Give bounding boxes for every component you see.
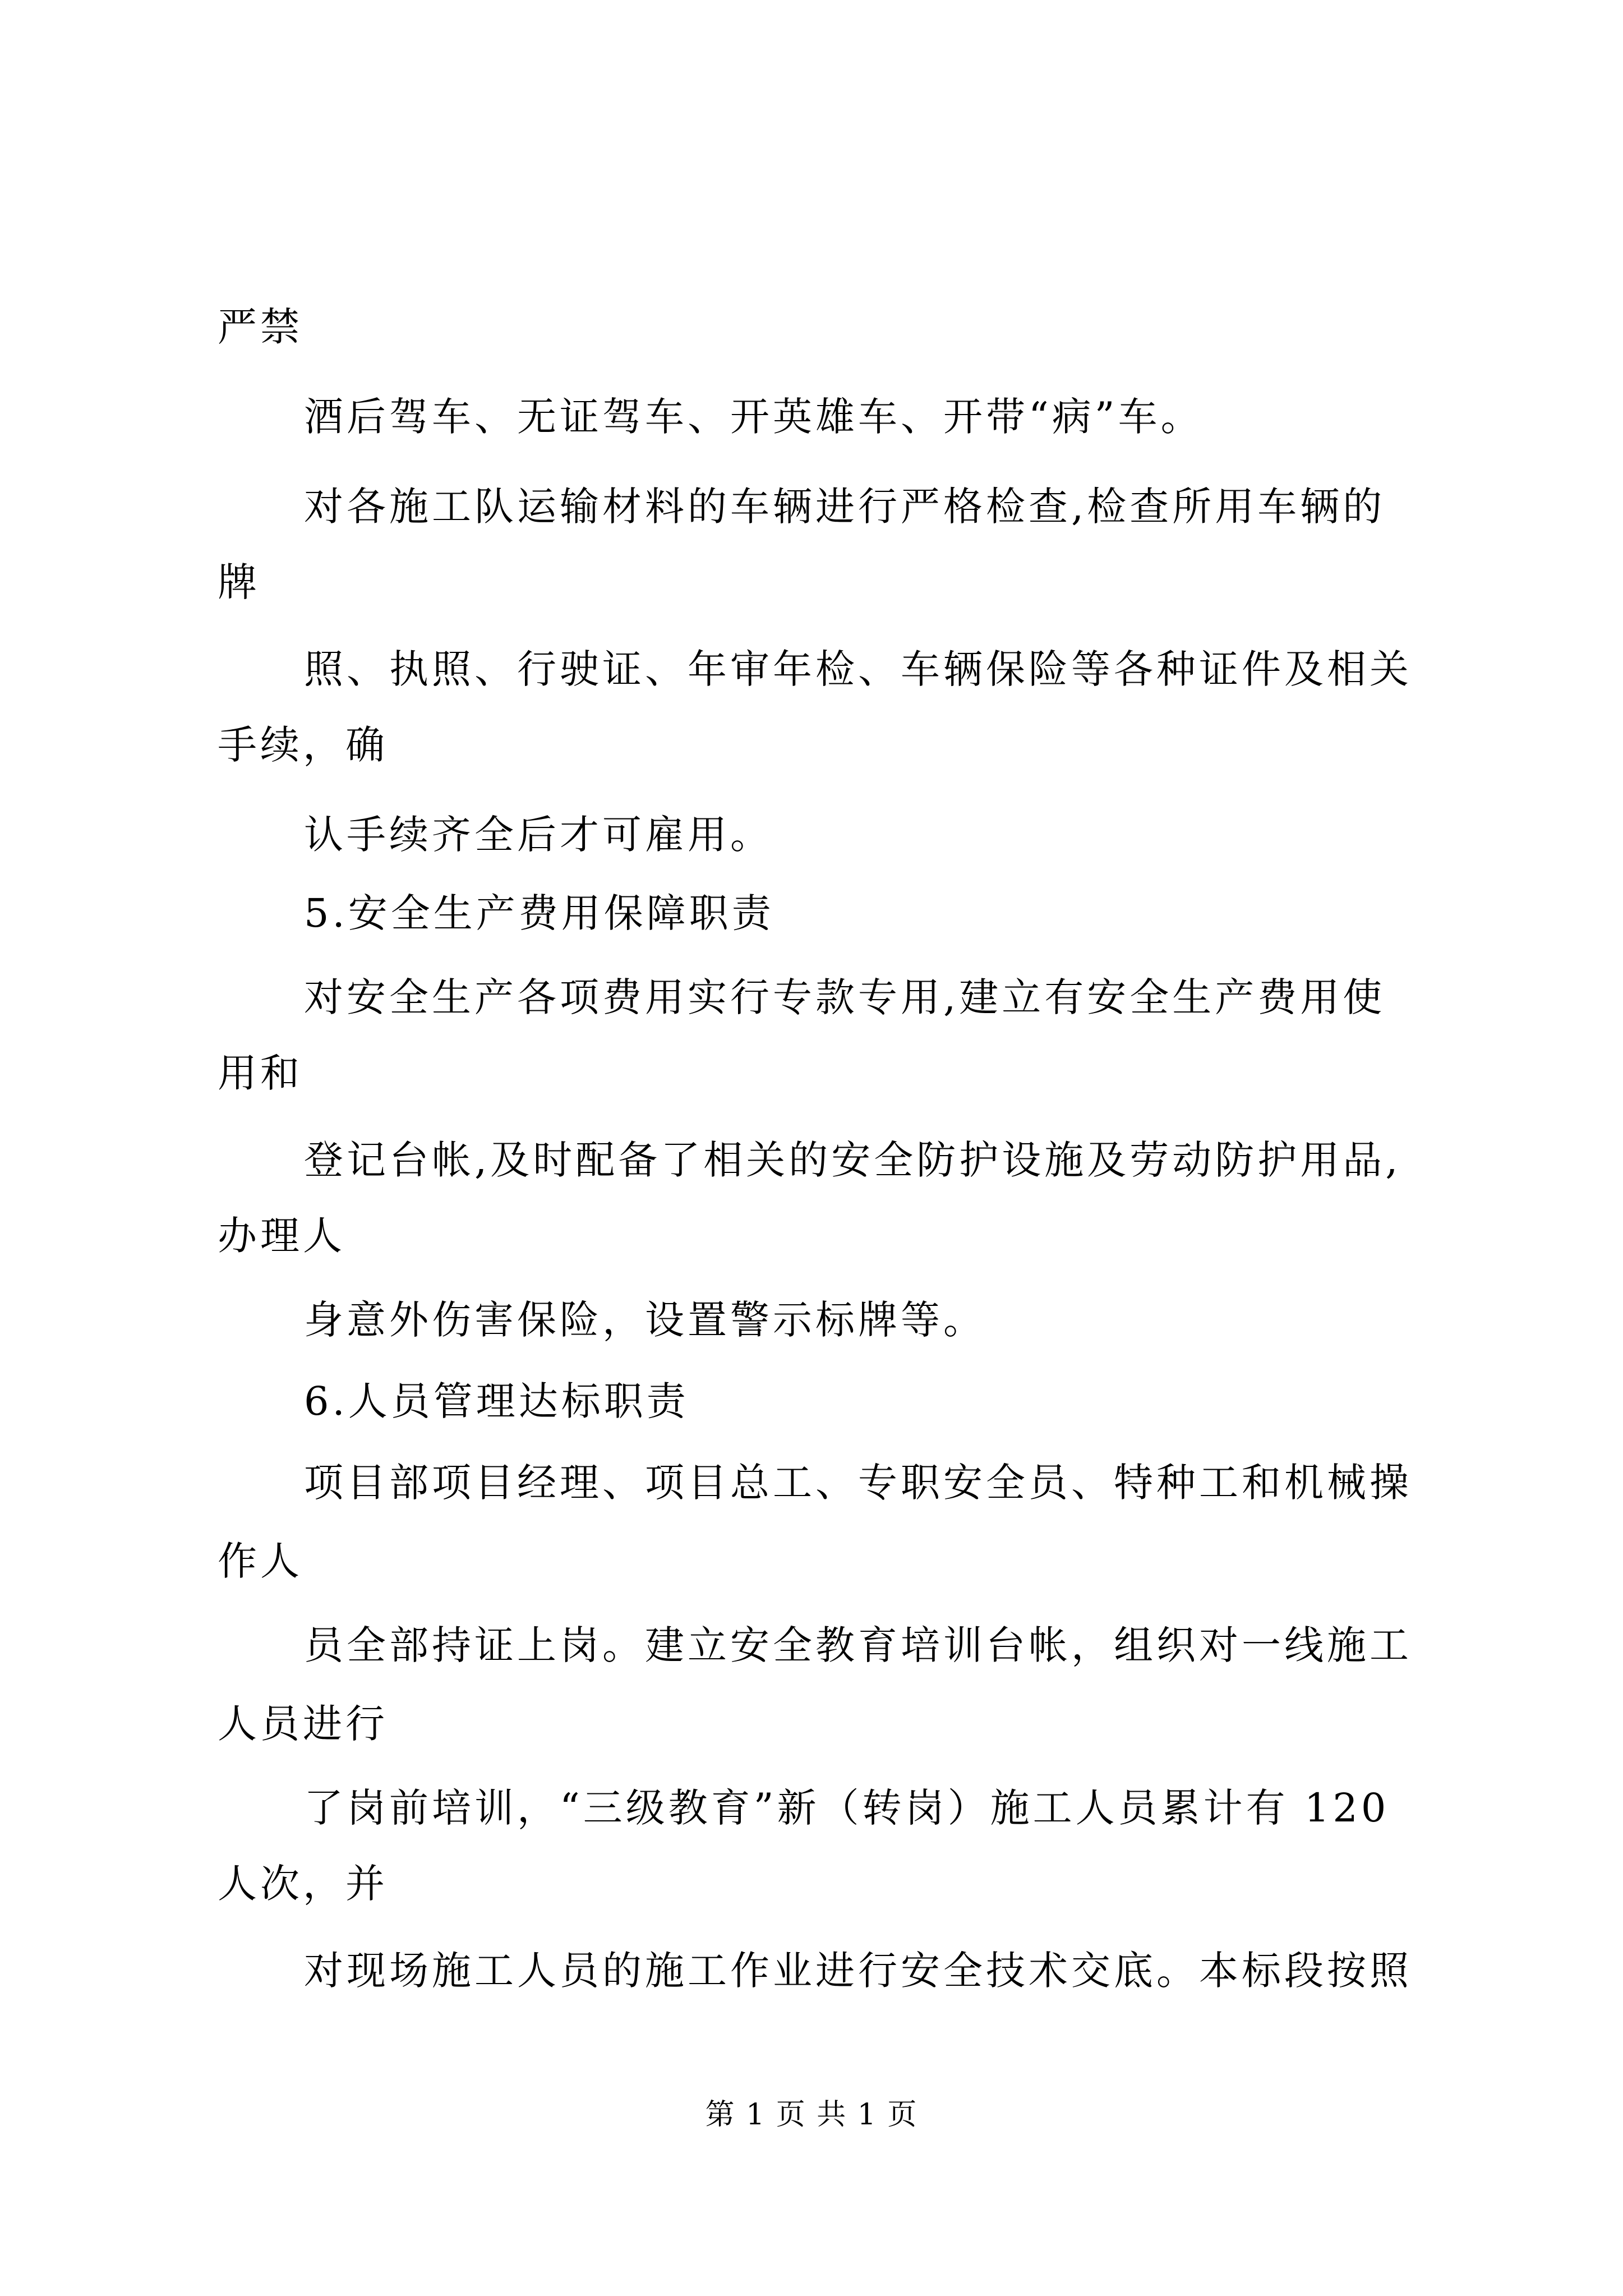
text-line: 照、执照、行驶证、年审年检、车辆保险等各种证件及相关 (304, 646, 1412, 692)
text-line: 对各施工队运输材料的车辆进行严格检查,检查所用车辆的 (304, 484, 1386, 530)
text-line: 身意外伤害保险，设置警示标牌等。 (304, 1297, 986, 1343)
text-line: 人次，并 (218, 1861, 388, 1907)
section-heading: 5.安全生产费用保障职责 (304, 890, 774, 936)
text-line: 员全部持证上岗。建立安全教育培训台帐，组织对一线施工 (304, 1622, 1412, 1668)
text-line: 了岗前培训，“三级教育”新（转岗）施工人员累计有 120 (304, 1785, 1390, 1831)
text-line: 登记台帐,及时配备了相关的安全防护设施及劳动防护用品, (304, 1137, 1401, 1183)
text-line: 牌 (218, 559, 260, 605)
page-number-footer: 第 1 页 共 1 页 (705, 2098, 918, 2132)
text-line: 手续，确 (218, 722, 388, 768)
text-line: 项目部项目经理、项目总工、专职安全员、特种工和机械操 (304, 1460, 1412, 1506)
text-line: 认手续齐全后才可雇用。 (304, 812, 773, 858)
text-line: 对安全生产各项费用实行专款专用,建立有安全生产费用使 (304, 974, 1386, 1020)
text-line: 办理人 (218, 1213, 345, 1259)
text-line: 酒后驾车、无证驾车、开英雄车、开带“病”车。 (304, 394, 1204, 440)
text-line: 严禁 (218, 304, 303, 350)
text-line: 对现场施工人员的施工作业进行安全技术交底。本标段按照 (304, 1948, 1412, 1994)
text-line: 作人 (218, 1538, 303, 1584)
text-line: 用和 (218, 1050, 303, 1096)
text-line: 人员进行 (218, 1701, 388, 1747)
section-heading: 6.人员管理达标职责 (304, 1378, 689, 1424)
